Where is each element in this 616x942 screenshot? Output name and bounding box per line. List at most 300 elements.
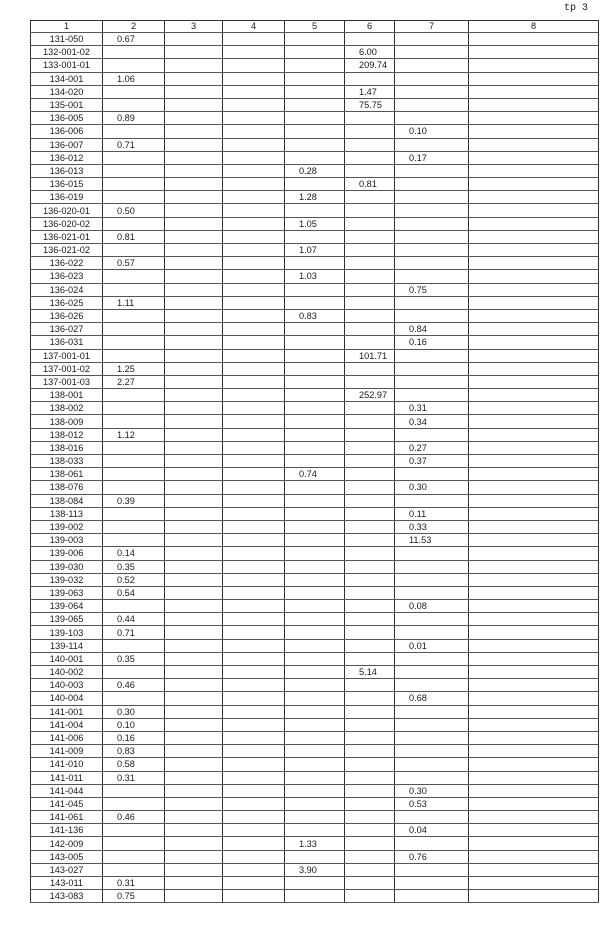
table-row (31, 586, 599, 599)
value-cell-col-6 (345, 257, 395, 270)
table-row (31, 441, 599, 454)
value-cell-col-3 (165, 309, 223, 322)
value-cell-col-4 (223, 72, 285, 85)
value-cell-col-3 (165, 626, 223, 639)
value-cell-col-8 (469, 85, 599, 98)
row-code-cell: 136-023 (31, 270, 103, 283)
value-cell-col-8 (469, 573, 599, 586)
value-cell-col-6 (345, 837, 395, 850)
value-cell-col-8 (469, 33, 599, 46)
column-header-5: 5 (285, 21, 345, 33)
column-header-7: 7 (395, 21, 469, 33)
table-row (31, 877, 599, 890)
value-cell-col-7 (395, 164, 469, 177)
table-row (31, 784, 599, 797)
value-cell-col-3 (165, 811, 223, 824)
value-cell-col-4 (223, 46, 285, 59)
value-cell-col-8 (469, 98, 599, 111)
row-code-cell: 136-021-01 (31, 230, 103, 243)
value-cell-col-6 (345, 191, 395, 204)
value-cell-col-2 (103, 837, 165, 850)
table-row (31, 731, 599, 744)
value-cell-col-7: 0.16 (395, 336, 469, 349)
row-code-cell: 136-006 (31, 125, 103, 138)
value-cell-col-7 (395, 389, 469, 402)
value-cell-col-6 (345, 112, 395, 125)
ledger-table (30, 20, 599, 903)
row-code-cell: 143-005 (31, 850, 103, 863)
value-cell-col-5 (285, 402, 345, 415)
row-code-cell: 136-031 (31, 336, 103, 349)
value-cell-col-3 (165, 349, 223, 362)
value-cell-col-6 (345, 877, 395, 890)
row-code-cell: 143-011 (31, 877, 103, 890)
value-cell-col-7 (395, 758, 469, 771)
value-cell-col-3 (165, 151, 223, 164)
value-cell-col-2 (103, 323, 165, 336)
value-cell-col-4 (223, 745, 285, 758)
column-header-6: 6 (345, 21, 395, 33)
value-cell-col-3 (165, 415, 223, 428)
value-cell-col-7 (395, 877, 469, 890)
value-cell-col-8 (469, 441, 599, 454)
value-cell-col-2 (103, 534, 165, 547)
page-label: tp 3 (563, 3, 588, 14)
value-cell-col-4 (223, 309, 285, 322)
value-cell-col-8 (469, 705, 599, 718)
value-cell-col-3 (165, 72, 223, 85)
value-cell-col-2 (103, 164, 165, 177)
row-code-cell: 138-009 (31, 415, 103, 428)
value-cell-col-6 (345, 441, 395, 454)
table-row (31, 692, 599, 705)
table-row (31, 375, 599, 388)
value-cell-col-8 (469, 890, 599, 903)
row-code-cell: 138-016 (31, 441, 103, 454)
table-row (31, 547, 599, 560)
row-code-cell: 141-044 (31, 784, 103, 797)
value-cell-col-4 (223, 323, 285, 336)
value-cell-col-6 (345, 270, 395, 283)
value-cell-col-6 (345, 309, 395, 322)
value-cell-col-4 (223, 877, 285, 890)
value-cell-col-5 (285, 692, 345, 705)
value-cell-col-4 (223, 731, 285, 744)
value-cell-col-7: 0.17 (395, 151, 469, 164)
value-cell-col-4 (223, 230, 285, 243)
table-header (31, 21, 599, 33)
value-cell-col-7 (395, 547, 469, 560)
value-cell-col-6 (345, 560, 395, 573)
value-cell-col-6 (345, 731, 395, 744)
value-cell-col-5 (285, 98, 345, 111)
row-code-cell: 134-001 (31, 72, 103, 85)
value-cell-col-4 (223, 534, 285, 547)
value-cell-col-7 (395, 178, 469, 191)
value-cell-col-2: 0.71 (103, 626, 165, 639)
value-cell-col-5 (285, 560, 345, 573)
value-cell-col-7: 0.34 (395, 415, 469, 428)
value-cell-col-7 (395, 72, 469, 85)
value-cell-col-8 (469, 797, 599, 810)
value-cell-col-5 (285, 639, 345, 652)
value-cell-col-3 (165, 98, 223, 111)
value-cell-col-3 (165, 389, 223, 402)
value-cell-col-2 (103, 402, 165, 415)
value-cell-col-2: 0.57 (103, 257, 165, 270)
value-cell-col-5 (285, 666, 345, 679)
value-cell-col-3 (165, 890, 223, 903)
value-cell-col-6 (345, 375, 395, 388)
table-row (31, 204, 599, 217)
value-cell-col-3 (165, 296, 223, 309)
table-row (31, 718, 599, 731)
row-code-cell: 136-019 (31, 191, 103, 204)
value-cell-col-5 (285, 481, 345, 494)
value-cell-col-3 (165, 244, 223, 257)
value-cell-col-3 (165, 441, 223, 454)
value-cell-col-3 (165, 586, 223, 599)
value-cell-col-7 (395, 257, 469, 270)
value-cell-col-3 (165, 837, 223, 850)
value-cell-col-6 (345, 718, 395, 731)
value-cell-col-3 (165, 164, 223, 177)
value-cell-col-3 (165, 863, 223, 876)
row-code-cell: 140-001 (31, 652, 103, 665)
row-code-cell: 143-083 (31, 890, 103, 903)
value-cell-col-2: 0.44 (103, 613, 165, 626)
value-cell-col-5 (285, 877, 345, 890)
value-cell-col-4 (223, 244, 285, 257)
value-cell-col-4 (223, 217, 285, 230)
value-cell-col-3 (165, 573, 223, 586)
value-cell-col-4 (223, 600, 285, 613)
value-cell-col-8 (469, 402, 599, 415)
value-cell-col-2 (103, 639, 165, 652)
value-cell-col-2 (103, 59, 165, 72)
value-cell-col-8 (469, 336, 599, 349)
value-cell-col-6: 5.14 (345, 666, 395, 679)
table-row (31, 863, 599, 876)
value-cell-col-4 (223, 349, 285, 362)
value-cell-col-2 (103, 600, 165, 613)
value-cell-col-2 (103, 46, 165, 59)
table-row (31, 639, 599, 652)
value-cell-col-6 (345, 217, 395, 230)
value-cell-col-4 (223, 586, 285, 599)
value-cell-col-4 (223, 652, 285, 665)
value-cell-col-3 (165, 112, 223, 125)
row-code-cell: 136-020-01 (31, 204, 103, 217)
row-code-cell: 139-103 (31, 626, 103, 639)
value-cell-col-7: 0.27 (395, 441, 469, 454)
value-cell-col-8 (469, 626, 599, 639)
value-cell-col-4 (223, 151, 285, 164)
value-cell-col-6 (345, 534, 395, 547)
value-cell-col-3 (165, 705, 223, 718)
table-row (31, 560, 599, 573)
value-cell-col-4 (223, 178, 285, 191)
row-code-cell: 139-002 (31, 520, 103, 533)
row-code-cell: 141-006 (31, 731, 103, 744)
value-cell-col-4 (223, 33, 285, 46)
value-cell-col-4 (223, 455, 285, 468)
value-cell-col-5 (285, 784, 345, 797)
value-cell-col-4 (223, 441, 285, 454)
value-cell-col-4 (223, 481, 285, 494)
value-cell-col-2: 0.14 (103, 547, 165, 560)
value-cell-col-8 (469, 112, 599, 125)
value-cell-col-2 (103, 481, 165, 494)
row-code-cell: 136-012 (31, 151, 103, 164)
value-cell-col-3 (165, 771, 223, 784)
value-cell-col-7 (395, 46, 469, 59)
value-cell-col-2 (103, 244, 165, 257)
value-cell-col-2 (103, 441, 165, 454)
value-cell-col-8 (469, 72, 599, 85)
value-cell-col-8 (469, 375, 599, 388)
value-cell-col-2: 0.35 (103, 560, 165, 573)
table-row (31, 178, 599, 191)
value-cell-col-7: 0.30 (395, 784, 469, 797)
value-cell-col-3 (165, 547, 223, 560)
value-cell-col-4 (223, 771, 285, 784)
value-cell-col-7 (395, 560, 469, 573)
value-cell-col-4 (223, 402, 285, 415)
table-row (31, 837, 599, 850)
value-cell-col-6 (345, 283, 395, 296)
value-cell-col-2 (103, 692, 165, 705)
value-cell-col-6 (345, 125, 395, 138)
row-code-cell: 131-050 (31, 33, 103, 46)
value-cell-col-6 (345, 494, 395, 507)
value-cell-col-4 (223, 811, 285, 824)
row-code-cell: 140-002 (31, 666, 103, 679)
value-cell-col-7 (395, 771, 469, 784)
value-cell-col-8 (469, 811, 599, 824)
value-cell-col-2: 0.16 (103, 731, 165, 744)
column-header-3: 3 (165, 21, 223, 33)
value-cell-col-8 (469, 507, 599, 520)
value-cell-col-5 (285, 389, 345, 402)
value-cell-col-2 (103, 270, 165, 283)
value-cell-col-2: 0.71 (103, 138, 165, 151)
value-cell-col-4 (223, 863, 285, 876)
column-header-1: 1 (31, 21, 103, 33)
value-cell-col-5: 1.03 (285, 270, 345, 283)
row-code-cell: 141-045 (31, 797, 103, 810)
value-cell-col-5: 1.05 (285, 217, 345, 230)
table-row (31, 151, 599, 164)
value-cell-col-6 (345, 600, 395, 613)
table-row (31, 244, 599, 257)
value-cell-col-3 (165, 283, 223, 296)
row-code-cell: 142-009 (31, 837, 103, 850)
table-row (31, 824, 599, 837)
value-cell-col-8 (469, 178, 599, 191)
value-cell-col-3 (165, 639, 223, 652)
value-cell-col-2: 1.06 (103, 72, 165, 85)
value-cell-col-8 (469, 837, 599, 850)
value-cell-col-3 (165, 850, 223, 863)
value-cell-col-7: 0.04 (395, 824, 469, 837)
value-cell-col-4 (223, 164, 285, 177)
table-row (31, 336, 599, 349)
value-cell-col-7: 0.11 (395, 507, 469, 520)
value-cell-col-8 (469, 784, 599, 797)
value-cell-col-2 (103, 191, 165, 204)
row-code-cell: 132-001-02 (31, 46, 103, 59)
value-cell-col-8 (469, 877, 599, 890)
value-cell-col-2: 0.30 (103, 705, 165, 718)
value-cell-col-4 (223, 59, 285, 72)
value-cell-col-2 (103, 824, 165, 837)
value-cell-col-4 (223, 428, 285, 441)
value-cell-col-2 (103, 797, 165, 810)
value-cell-col-5 (285, 797, 345, 810)
value-cell-col-3 (165, 230, 223, 243)
value-cell-col-4 (223, 666, 285, 679)
table-row (31, 349, 599, 362)
value-cell-col-2: 0.31 (103, 771, 165, 784)
value-cell-col-3 (165, 507, 223, 520)
value-cell-col-4 (223, 758, 285, 771)
value-cell-col-6 (345, 811, 395, 824)
value-cell-col-5 (285, 573, 345, 586)
value-cell-col-7 (395, 296, 469, 309)
value-cell-col-6 (345, 824, 395, 837)
value-cell-col-8 (469, 309, 599, 322)
value-cell-col-7 (395, 191, 469, 204)
value-cell-col-2 (103, 217, 165, 230)
value-cell-col-3 (165, 125, 223, 138)
table-row (31, 666, 599, 679)
value-cell-col-3 (165, 204, 223, 217)
value-cell-col-3 (165, 191, 223, 204)
value-cell-col-7 (395, 679, 469, 692)
table-row (31, 613, 599, 626)
value-cell-col-6 (345, 428, 395, 441)
table-row (31, 296, 599, 309)
value-cell-col-2: 0.52 (103, 573, 165, 586)
value-cell-col-3 (165, 468, 223, 481)
value-cell-col-4 (223, 797, 285, 810)
row-code-cell: 141-009 (31, 745, 103, 758)
value-cell-col-6 (345, 784, 395, 797)
value-cell-col-6 (345, 613, 395, 626)
value-cell-col-4 (223, 705, 285, 718)
value-cell-col-3 (165, 745, 223, 758)
row-code-cell: 136-020-02 (31, 217, 103, 230)
value-cell-col-8 (469, 164, 599, 177)
row-code-cell: 136-022 (31, 257, 103, 270)
value-cell-col-8 (469, 494, 599, 507)
value-cell-col-3 (165, 323, 223, 336)
value-cell-col-6: 1.47 (345, 85, 395, 98)
row-code-cell: 141-004 (31, 718, 103, 731)
value-cell-col-6 (345, 890, 395, 903)
row-code-cell: 138-012 (31, 428, 103, 441)
table-row (31, 283, 599, 296)
value-cell-col-3 (165, 652, 223, 665)
value-cell-col-6 (345, 323, 395, 336)
table-row (31, 257, 599, 270)
table-row (31, 309, 599, 322)
value-cell-col-4 (223, 639, 285, 652)
value-cell-col-2: 0.54 (103, 586, 165, 599)
value-cell-col-2: 0.39 (103, 494, 165, 507)
table-row (31, 626, 599, 639)
value-cell-col-3 (165, 534, 223, 547)
table-row (31, 270, 599, 283)
value-cell-col-4 (223, 191, 285, 204)
value-cell-col-8 (469, 481, 599, 494)
row-code-cell: 139-032 (31, 573, 103, 586)
value-cell-col-2 (103, 507, 165, 520)
row-code-cell: 136-024 (31, 283, 103, 296)
table-row (31, 72, 599, 85)
value-cell-col-5 (285, 441, 345, 454)
value-cell-col-6: 101.71 (345, 349, 395, 362)
value-cell-col-7 (395, 745, 469, 758)
value-cell-col-2 (103, 125, 165, 138)
value-cell-col-6 (345, 244, 395, 257)
table-row (31, 362, 599, 375)
value-cell-col-3 (165, 85, 223, 98)
value-cell-col-6 (345, 850, 395, 863)
value-cell-col-5 (285, 59, 345, 72)
value-cell-col-4 (223, 283, 285, 296)
value-cell-col-4 (223, 850, 285, 863)
table-row (31, 534, 599, 547)
value-cell-col-3 (165, 784, 223, 797)
value-cell-col-2 (103, 178, 165, 191)
row-code-cell: 140-004 (31, 692, 103, 705)
value-cell-col-5 (285, 731, 345, 744)
value-cell-col-7 (395, 270, 469, 283)
table-row (31, 890, 599, 903)
value-cell-col-5 (285, 586, 345, 599)
value-cell-col-6 (345, 336, 395, 349)
value-cell-col-5 (285, 33, 345, 46)
value-cell-col-2: 0.89 (103, 112, 165, 125)
table-row (31, 323, 599, 336)
table-row (31, 455, 599, 468)
value-cell-col-6 (345, 573, 395, 586)
value-cell-col-6 (345, 705, 395, 718)
value-cell-col-8 (469, 666, 599, 679)
value-cell-col-8 (469, 731, 599, 744)
value-cell-col-6 (345, 745, 395, 758)
value-cell-col-2 (103, 349, 165, 362)
value-cell-col-7: 0.84 (395, 323, 469, 336)
value-cell-col-2 (103, 455, 165, 468)
value-cell-col-3 (165, 402, 223, 415)
value-cell-col-5 (285, 600, 345, 613)
table-row (31, 389, 599, 402)
value-cell-col-5 (285, 850, 345, 863)
value-cell-col-8 (469, 244, 599, 257)
value-cell-col-8 (469, 151, 599, 164)
value-cell-col-8 (469, 323, 599, 336)
value-cell-col-6 (345, 296, 395, 309)
value-cell-col-7 (395, 309, 469, 322)
value-cell-col-3 (165, 46, 223, 59)
row-code-cell: 138-033 (31, 455, 103, 468)
value-cell-col-7: 11.53 (395, 534, 469, 547)
value-cell-col-2 (103, 309, 165, 322)
value-cell-col-5 (285, 758, 345, 771)
